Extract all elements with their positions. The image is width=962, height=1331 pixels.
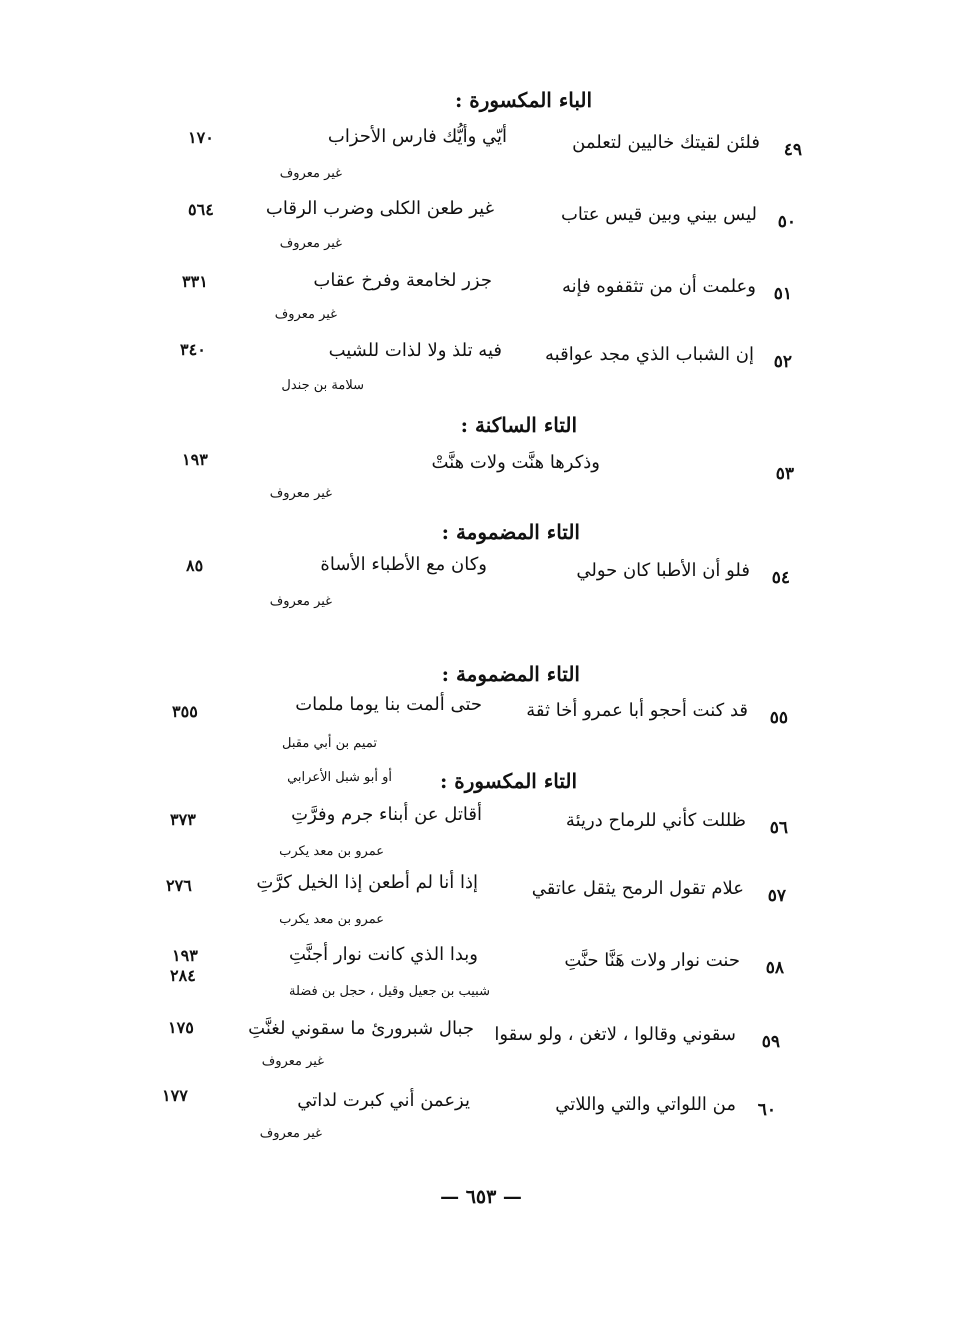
verse-first-hemistich: وعلمت أن من تثقفوه فإنه	[561, 276, 756, 297]
verse-second-hemistich: جزر لخامعة وفرخ عقاب	[313, 270, 492, 291]
page-reference: ١٧٥	[168, 1018, 194, 1037]
verse-number: ٥١	[773, 284, 792, 304]
verse-first-hemistich: فلو أن الأطبا كان حولي	[576, 560, 750, 581]
verse-number: ٥٧	[767, 886, 786, 906]
poet-name: غير معروف	[279, 166, 342, 181]
poet-name: غير معروف	[269, 486, 332, 501]
verse-number: ٥٤	[771, 568, 790, 588]
verse-number: ٥٢	[773, 352, 792, 372]
verse-second-hemistich: غير طعن الكلى وضرب الرقاب	[265, 198, 494, 219]
section-heading: التاء المضمومة :	[441, 520, 580, 544]
poet-name: غير معروف	[274, 307, 337, 322]
verse-second-hemistich: أقاتل عن أبناء جرم وفرَّتِ	[291, 804, 482, 825]
poet-name: عمرو بن معد يكرب	[279, 844, 384, 859]
verse-second-hemistich: وكان مع الأطباء الأساة	[320, 554, 487, 575]
verse-second-hemistich: يزعمن أني كبرت لداتي	[297, 1090, 470, 1111]
poet-name: سلامة بن جندل	[281, 378, 364, 393]
verse-second-hemistich: وبدا الذي كانت نوار أجنَّتِ	[288, 944, 478, 965]
page-reference: ٣٧٣	[170, 810, 196, 829]
section-heading: التاء الساكنة :	[460, 413, 577, 437]
verse-first-hemistich: ليس بيني وبين قيس عتاب	[560, 204, 757, 225]
page-reference: ٨٥	[186, 556, 204, 575]
verse-second-hemistich: أيّي وأيُّك فارس الأحزاب	[327, 126, 507, 147]
poet-name: عمرو بن معد يكرب	[279, 912, 384, 927]
page-reference: ١٩٣	[172, 946, 198, 965]
verse-number: ٥٠	[777, 212, 796, 232]
poet-name: غير معروف	[269, 594, 332, 609]
section-heading: التاء المضمومة :	[441, 662, 580, 686]
page-number: — ٦٥٣ —	[440, 1186, 522, 1208]
page-reference: ٣٥٥	[172, 702, 198, 721]
page-reference: ١٧٧	[162, 1086, 188, 1105]
verse-first-hemistich: وذكرها هنَّت ولات هنَّتْ	[431, 452, 600, 473]
verse-first-hemistich: علام تقول الرمح يثقل عاتقي	[531, 878, 744, 899]
page-reference: ٢٧٦	[166, 876, 192, 895]
page-reference: ٣٤٠	[180, 340, 206, 359]
verse-second-hemistich: حتى ألمت بنا يوما ملمات	[295, 694, 482, 715]
section-heading: الباء المكسورة :	[454, 88, 592, 112]
verse-first-hemistich: ظللت كأني للرماح دريئة	[565, 810, 746, 831]
verse-first-hemistich: إن الشباب الذي مجد عواقبه	[545, 344, 754, 365]
verse-number: ٦٠	[757, 1100, 776, 1120]
poet-name: غير معروف	[261, 1054, 324, 1069]
verse-number: ٥٨	[765, 958, 784, 978]
verse-number: ٤٩	[783, 140, 802, 160]
page-reference: ١٧٠	[188, 128, 214, 147]
verse-number: ٥٥	[769, 708, 788, 728]
verse-second-hemistich: إذا أنا لم أطعن إذا الخيل كرَّتِ	[256, 872, 478, 893]
verse-first-hemistich: سقوني وقالوا ، لاتغن ، ولو سقوا	[494, 1024, 736, 1045]
verse-first-hemistich: قد كنت أحجو أبا عمرو أخا ثقة	[526, 700, 748, 721]
verse-number: ٥٦	[769, 818, 788, 838]
verse-first-hemistich: فلئن لقيتك خاليين لتعلمن	[572, 132, 760, 153]
page-reference: ٥٦٤	[188, 200, 214, 219]
poet-name: غير معروف	[279, 236, 342, 251]
page-reference-2: ٢٨٤	[170, 966, 196, 985]
page-reference: ٣٣١	[182, 272, 208, 291]
verse-number: ٥٩	[761, 1032, 780, 1052]
poet-name-alt: أو أبو شبل الأعرابي	[287, 770, 392, 785]
verse-second-hemistich: جبال شبرورئ ما سقوني لغنَّتِ	[248, 1018, 474, 1039]
verse-second-hemistich: فيه تلذ ولا لذات للشيب	[328, 340, 502, 361]
section-heading: التاء المكسورة :	[439, 769, 577, 793]
poet-name: غير معروف	[259, 1126, 322, 1141]
poet-name: شبيب بن جعيل وقيل ، حجل بن فضلة	[288, 984, 490, 999]
poet-name: تميم بن أبي مقبل	[282, 736, 377, 751]
verse-first-hemistich: حنت نوار ولات هَنَّا حنَّتِ	[564, 950, 740, 971]
verse-first-hemistich: من اللواتي والتي واللاتي	[555, 1094, 736, 1115]
verse-number: ٥٣	[775, 464, 794, 484]
page-reference: ١٩٣	[182, 450, 208, 469]
